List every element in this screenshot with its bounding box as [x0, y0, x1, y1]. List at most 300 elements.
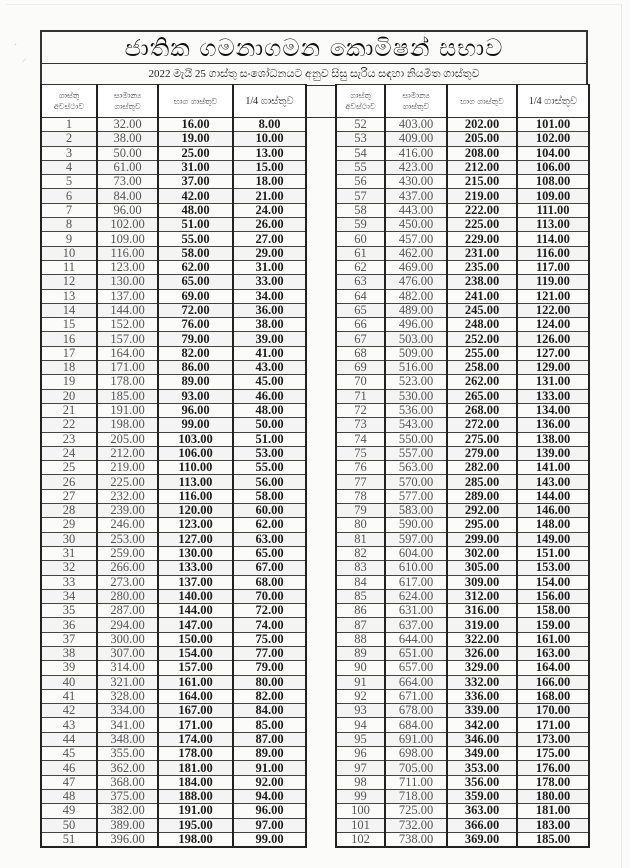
normal-fare-cell: 509.00 [385, 346, 447, 360]
quarter-fare-cell: 113.00 [517, 218, 589, 232]
fare-stage-cell: 86 [336, 604, 385, 618]
half-fare-cell: 312.00 [447, 589, 517, 603]
normal-fare-cell: 246.00 [97, 518, 158, 532]
table-row [41, 189, 306, 203]
normal-fare-cell: 705.00 [385, 761, 447, 775]
fare-stage-cell: 47 [41, 775, 97, 789]
fare-stage-cell: 87 [336, 618, 385, 632]
fare-stage-cell: 73 [336, 418, 385, 432]
normal-fare-cell: 664.00 [385, 675, 447, 689]
fare-stage-cell: 29 [41, 518, 97, 532]
table-row [336, 761, 589, 775]
half-fare-cell: 238.00 [447, 275, 517, 289]
half-fare-cell: 245.00 [447, 303, 517, 317]
normal-fare-cell: 266.00 [97, 561, 158, 575]
table-row [41, 146, 306, 160]
quarter-fare-cell: 43.00 [233, 361, 306, 375]
quarter-fare-cell: 134.00 [517, 403, 589, 417]
fare-stage-cell: 85 [336, 589, 385, 603]
table-row [336, 403, 589, 417]
half-fare-cell: 123.00 [158, 518, 233, 532]
fare-stage-cell: 37 [41, 632, 97, 646]
fare-stage-cell: 53 [336, 132, 385, 146]
table-row [336, 832, 589, 847]
half-fare-cell: 336.00 [447, 689, 517, 703]
quarter-fare-cell: 84.00 [233, 704, 306, 718]
scan-mark: ⸝ [22, 53, 27, 64]
fare-stage-cell: 23 [41, 432, 97, 446]
quarter-fare-cell: 63.00 [233, 532, 306, 546]
normal-fare-cell: 563.00 [385, 461, 447, 475]
normal-fare-cell: 725.00 [385, 804, 447, 818]
fare-stage-cell: 69 [336, 361, 385, 375]
half-fare-cell: 89.00 [158, 375, 233, 389]
table-row [41, 218, 306, 232]
normal-fare-cell: 362.00 [97, 761, 158, 775]
quarter-fare-cell: 89.00 [233, 747, 306, 761]
quarter-fare-cell: 159.00 [517, 618, 589, 632]
normal-fare-cell: 671.00 [385, 689, 447, 703]
fare-stage-cell: 6 [41, 189, 97, 203]
table-row [336, 704, 589, 718]
fare-stage-cell: 32 [41, 561, 97, 575]
fare-stage-cell: 84 [336, 575, 385, 589]
fare-stage-cell: 2 [41, 132, 97, 146]
fare-stage-cell: 94 [336, 718, 385, 732]
normal-fare-cell: 368.00 [97, 775, 158, 789]
normal-fare-cell: 273.00 [97, 575, 158, 589]
table-row [41, 718, 306, 732]
normal-fare-cell: 355.00 [97, 747, 158, 761]
quarter-fare-cell: 72.00 [233, 604, 306, 618]
quarter-fare-cell: 50.00 [233, 418, 306, 432]
fare-stage-cell: 56 [336, 175, 385, 189]
normal-fare-cell: 409.00 [385, 132, 447, 146]
half-fare-cell: 252.00 [447, 332, 517, 346]
quarter-fare-cell: 41.00 [233, 346, 306, 360]
quarter-fare-cell: 80.00 [233, 675, 306, 689]
header-half-fare: භාග ගාස්තුව [158, 85, 233, 118]
normal-fare-cell: 116.00 [97, 246, 158, 260]
half-fare-cell: 339.00 [447, 704, 517, 718]
half-fare-cell: 198.00 [158, 832, 233, 847]
table-row [41, 389, 306, 403]
table-row [336, 375, 589, 389]
quarter-fare-cell: 18.00 [233, 175, 306, 189]
table-row [336, 818, 589, 832]
normal-fare-cell: 503.00 [385, 332, 447, 346]
table-row [41, 589, 306, 603]
fare-stage-cell: 45 [41, 747, 97, 761]
half-fare-cell: 225.00 [447, 218, 517, 232]
table-row [336, 575, 589, 589]
fare-stage-cell: 13 [41, 289, 97, 303]
half-fare-cell: 161.00 [158, 675, 233, 689]
table-row [41, 375, 306, 389]
half-fare-cell: 285.00 [447, 475, 517, 489]
half-fare-cell: 359.00 [447, 789, 517, 803]
scan-mark: · [14, 40, 18, 51]
quarter-fare-cell: 97.00 [233, 818, 306, 832]
half-fare-cell: 346.00 [447, 732, 517, 746]
fare-stage-cell: 95 [336, 732, 385, 746]
half-fare-cell: 137.00 [158, 575, 233, 589]
half-fare-cell: 363.00 [447, 804, 517, 818]
table-row [41, 446, 306, 460]
normal-fare-cell: 570.00 [385, 475, 447, 489]
header-half-fare: භාග ගාස්තුව [447, 85, 517, 118]
table-row [41, 689, 306, 703]
fare-stage-cell: 9 [41, 232, 97, 246]
quarter-fare-cell: 29.00 [233, 246, 306, 260]
fare-stage-cell: 88 [336, 632, 385, 646]
quarter-fare-cell: 163.00 [517, 646, 589, 660]
fare-stage-cell: 7 [41, 203, 97, 217]
fare-stage-cell: 99 [336, 789, 385, 803]
quarter-fare-cell: 87.00 [233, 732, 306, 746]
table-row [41, 303, 306, 317]
table-row [41, 818, 306, 832]
table-row [336, 246, 589, 260]
fare-stage-cell: 93 [336, 704, 385, 718]
fare-stage-cell: 55 [336, 160, 385, 174]
table-row [41, 361, 306, 375]
table-row [336, 618, 589, 632]
half-fare-cell: 356.00 [447, 775, 517, 789]
fare-stage-cell: 14 [41, 303, 97, 317]
quarter-fare-cell: 62.00 [233, 518, 306, 532]
quarter-fare-cell: 79.00 [233, 661, 306, 675]
table-row [336, 346, 589, 360]
normal-fare-cell: 300.00 [97, 632, 158, 646]
table-row [41, 747, 306, 761]
normal-fare-cell: 137.00 [97, 289, 158, 303]
normal-fare-cell: 457.00 [385, 232, 447, 246]
quarter-fare-cell: 106.00 [517, 160, 589, 174]
half-fare-cell: 295.00 [447, 518, 517, 532]
half-fare-cell: 329.00 [447, 661, 517, 675]
quarter-fare-cell: 74.00 [233, 618, 306, 632]
half-fare-cell: 332.00 [447, 675, 517, 689]
table-row [41, 789, 306, 803]
quarter-fare-cell: 136.00 [517, 418, 589, 432]
half-fare-cell: 58.00 [158, 246, 233, 260]
quarter-fare-cell: 24.00 [233, 203, 306, 217]
normal-fare-cell: 516.00 [385, 361, 447, 375]
fare-stage-cell: 22 [41, 418, 97, 432]
half-fare-cell: 147.00 [158, 618, 233, 632]
quarter-fare-cell: 148.00 [517, 518, 589, 532]
fare-stage-cell: 76 [336, 461, 385, 475]
quarter-fare-cell: 178.00 [517, 775, 589, 789]
half-fare-cell: 113.00 [158, 475, 233, 489]
half-fare-cell: 248.00 [447, 318, 517, 332]
table-row [41, 232, 306, 246]
fare-stage-cell: 43 [41, 718, 97, 732]
normal-fare-cell: 430.00 [385, 175, 447, 189]
fare-stage-cell: 33 [41, 575, 97, 589]
half-fare-cell: 268.00 [447, 403, 517, 417]
normal-fare-cell: 280.00 [97, 589, 158, 603]
table-row [336, 632, 589, 646]
quarter-fare-cell: 126.00 [517, 332, 589, 346]
normal-fare-cell: 462.00 [385, 246, 447, 260]
normal-fare-cell: 738.00 [385, 832, 447, 847]
table-row [336, 518, 589, 532]
table-row [336, 132, 589, 146]
normal-fare-cell: 678.00 [385, 704, 447, 718]
quarter-fare-cell: 92.00 [233, 775, 306, 789]
fare-stage-cell: 30 [41, 532, 97, 546]
normal-fare-cell: 691.00 [385, 732, 447, 746]
half-fare-cell: 154.00 [158, 646, 233, 660]
header-normal-fare: සාමාන්‍ය ගාස්තුව [385, 85, 447, 118]
normal-fare-cell: 334.00 [97, 704, 158, 718]
fare-stage-cell: 26 [41, 475, 97, 489]
table-row [336, 732, 589, 746]
fare-stage-cell: 72 [336, 403, 385, 417]
table-row [336, 675, 589, 689]
half-fare-cell: 222.00 [447, 203, 517, 217]
quarter-fare-cell: 21.00 [233, 189, 306, 203]
fare-stage-cell: 89 [336, 646, 385, 660]
fare-stage-cell: 4 [41, 160, 97, 174]
fare-stage-cell: 46 [41, 761, 97, 775]
table-row [41, 504, 306, 518]
header-row [41, 85, 306, 118]
quarter-fare-cell: 46.00 [233, 389, 306, 403]
normal-fare-cell: 123.00 [97, 260, 158, 274]
table-row [41, 418, 306, 432]
fare-table-right [335, 84, 590, 848]
half-fare-cell: 184.00 [158, 775, 233, 789]
table-row [41, 832, 306, 847]
normal-fare-cell: 732.00 [385, 818, 447, 832]
half-fare-cell: 292.00 [447, 504, 517, 518]
table-row [336, 118, 589, 132]
normal-fare-cell: 73.00 [97, 175, 158, 189]
fare-stage-cell: 1 [41, 118, 97, 132]
fare-stage-cell: 71 [336, 389, 385, 403]
half-fare-cell: 275.00 [447, 432, 517, 446]
normal-fare-cell: 178.00 [97, 375, 158, 389]
half-fare-cell: 349.00 [447, 747, 517, 761]
normal-fare-cell: 577.00 [385, 489, 447, 503]
quarter-fare-cell: 45.00 [233, 375, 306, 389]
quarter-fare-cell: 70.00 [233, 589, 306, 603]
table-row [336, 332, 589, 346]
table-row [336, 289, 589, 303]
table-row [41, 289, 306, 303]
table-row [336, 189, 589, 203]
table-row [41, 132, 306, 146]
quarter-fare-cell: 111.00 [517, 203, 589, 217]
quarter-fare-cell: 99.00 [233, 832, 306, 847]
quarter-fare-cell: 151.00 [517, 546, 589, 560]
half-fare-cell: 133.00 [158, 561, 233, 575]
normal-fare-cell: 171.00 [97, 361, 158, 375]
fare-stage-cell: 35 [41, 604, 97, 618]
fare-stage-cell: 12 [41, 275, 97, 289]
table-row [336, 689, 589, 703]
normal-fare-cell: 651.00 [385, 646, 447, 660]
normal-fare-cell: 718.00 [385, 789, 447, 803]
quarter-fare-cell: 36.00 [233, 303, 306, 317]
quarter-fare-cell: 124.00 [517, 318, 589, 332]
quarter-fare-cell: 175.00 [517, 747, 589, 761]
fare-stage-cell: 81 [336, 532, 385, 546]
quarter-fare-cell: 144.00 [517, 489, 589, 503]
quarter-fare-cell: 77.00 [233, 646, 306, 660]
fare-stage-cell: 8 [41, 218, 97, 232]
fare-stage-cell: 41 [41, 689, 97, 703]
table-row [41, 732, 306, 746]
quarter-fare-cell: 149.00 [517, 532, 589, 546]
table-row [336, 589, 589, 603]
half-fare-cell: 215.00 [447, 175, 517, 189]
quarter-fare-cell: 164.00 [517, 661, 589, 675]
table-row [41, 804, 306, 818]
quarter-fare-cell: 141.00 [517, 461, 589, 475]
half-fare-cell: 86.00 [158, 361, 233, 375]
quarter-fare-cell: 143.00 [517, 475, 589, 489]
half-fare-cell: 188.00 [158, 789, 233, 803]
table-row [336, 561, 589, 575]
half-fare-cell: 174.00 [158, 732, 233, 746]
normal-fare-cell: 239.00 [97, 504, 158, 518]
fare-stage-cell: 63 [336, 275, 385, 289]
quarter-fare-cell: 82.00 [233, 689, 306, 703]
table-row [336, 489, 589, 503]
normal-fare-cell: 219.00 [97, 461, 158, 475]
quarter-fare-cell: 34.00 [233, 289, 306, 303]
table-row [41, 260, 306, 274]
fare-stage-cell: 101 [336, 818, 385, 832]
fare-stage-cell: 21 [41, 403, 97, 417]
half-fare-cell: 106.00 [158, 446, 233, 460]
normal-fare-cell: 416.00 [385, 146, 447, 160]
normal-fare-cell: 375.00 [97, 789, 158, 803]
quarter-fare-cell: 91.00 [233, 761, 306, 775]
normal-fare-cell: 205.00 [97, 432, 158, 446]
table-row [336, 461, 589, 475]
fare-stage-cell: 48 [41, 789, 97, 803]
half-fare-cell: 181.00 [158, 761, 233, 775]
quarter-fare-cell: 161.00 [517, 632, 589, 646]
normal-fare-cell: 403.00 [385, 118, 447, 132]
fare-stage-cell: 75 [336, 446, 385, 460]
header-normal-fare: සාමාන්‍ය ගාස්තුව [97, 85, 158, 118]
fare-table-left [40, 84, 307, 848]
half-fare-cell: 208.00 [447, 146, 517, 160]
quarter-fare-cell: 96.00 [233, 804, 306, 818]
quarter-fare-cell: 94.00 [233, 789, 306, 803]
normal-fare-cell: 530.00 [385, 389, 447, 403]
fare-stage-cell: 92 [336, 689, 385, 703]
table-row [336, 532, 589, 546]
fare-stage-cell: 18 [41, 361, 97, 375]
normal-fare-cell: 253.00 [97, 532, 158, 546]
table-row [336, 661, 589, 675]
fare-stage-cell: 64 [336, 289, 385, 303]
half-fare-cell: 116.00 [158, 489, 233, 503]
half-fare-cell: 150.00 [158, 632, 233, 646]
half-fare-cell: 195.00 [158, 818, 233, 832]
half-fare-cell: 326.00 [447, 646, 517, 660]
fare-stage-cell: 42 [41, 704, 97, 718]
half-fare-cell: 289.00 [447, 489, 517, 503]
normal-fare-cell: 443.00 [385, 203, 447, 217]
normal-fare-cell: 489.00 [385, 303, 447, 317]
normal-fare-cell: 604.00 [385, 546, 447, 560]
half-fare-cell: 299.00 [447, 532, 517, 546]
quarter-fare-cell: 129.00 [517, 361, 589, 375]
header-stage: ගාස්තු අවස්ථාව [336, 85, 385, 118]
normal-fare-cell: 102.00 [97, 218, 158, 232]
half-fare-cell: 76.00 [158, 318, 233, 332]
table-row [41, 160, 306, 174]
half-fare-cell: 255.00 [447, 346, 517, 360]
fare-stage-cell: 78 [336, 489, 385, 503]
half-fare-cell: 93.00 [158, 389, 233, 403]
half-fare-cell: 212.00 [447, 160, 517, 174]
normal-fare-cell: 294.00 [97, 618, 158, 632]
fare-stage-cell: 70 [336, 375, 385, 389]
half-fare-cell: 55.00 [158, 232, 233, 246]
normal-fare-cell: 109.00 [97, 232, 158, 246]
fare-stage-cell: 91 [336, 675, 385, 689]
table-row [41, 618, 306, 632]
quarter-fare-cell: 154.00 [517, 575, 589, 589]
half-fare-cell: 282.00 [447, 461, 517, 475]
table-row [336, 432, 589, 446]
fare-stage-cell: 11 [41, 260, 97, 274]
fare-stage-cell: 44 [41, 732, 97, 746]
normal-fare-cell: 321.00 [97, 675, 158, 689]
half-fare-cell: 241.00 [447, 289, 517, 303]
half-fare-cell: 302.00 [447, 546, 517, 560]
half-fare-cell: 205.00 [447, 132, 517, 146]
normal-fare-cell: 130.00 [97, 275, 158, 289]
half-fare-cell: 120.00 [158, 504, 233, 518]
fare-stage-cell: 19 [41, 375, 97, 389]
half-fare-cell: 366.00 [447, 818, 517, 832]
quarter-fare-cell: 156.00 [517, 589, 589, 603]
table-row [336, 260, 589, 274]
fare-stage-cell: 49 [41, 804, 97, 818]
quarter-fare-cell: 26.00 [233, 218, 306, 232]
half-fare-cell: 69.00 [158, 289, 233, 303]
fare-stage-cell: 34 [41, 589, 97, 603]
table-row [41, 275, 306, 289]
half-fare-cell: 37.00 [158, 175, 233, 189]
quarter-fare-cell: 171.00 [517, 718, 589, 732]
quarter-fare-cell: 181.00 [517, 804, 589, 818]
fare-stage-cell: 79 [336, 504, 385, 518]
table-row [336, 275, 589, 289]
quarter-fare-cell: 116.00 [517, 246, 589, 260]
half-fare-cell: 130.00 [158, 546, 233, 560]
half-fare-cell: 231.00 [447, 246, 517, 260]
quarter-fare-cell: 114.00 [517, 232, 589, 246]
table-row [336, 747, 589, 761]
normal-fare-cell: 536.00 [385, 403, 447, 417]
quarter-fare-cell: 183.00 [517, 818, 589, 832]
normal-fare-cell: 597.00 [385, 532, 447, 546]
quarter-fare-cell: 53.00 [233, 446, 306, 460]
quarter-fare-cell: 48.00 [233, 403, 306, 417]
normal-fare-cell: 711.00 [385, 775, 447, 789]
